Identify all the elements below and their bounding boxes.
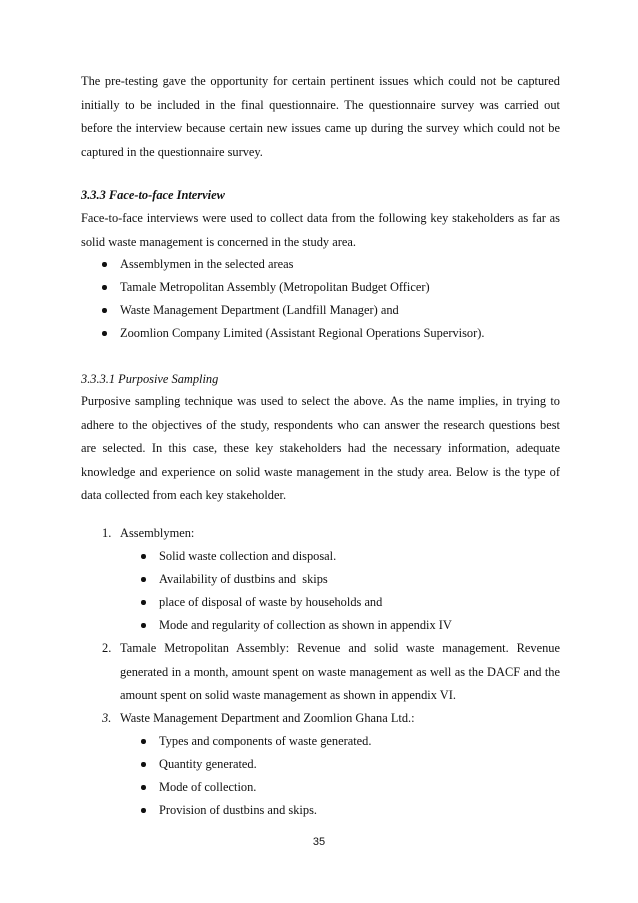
bullet-icon	[102, 308, 107, 313]
bullet-icon	[141, 785, 146, 790]
list-label-assemblymen: Assemblymen:	[120, 526, 195, 540]
list-number: 2.	[102, 641, 112, 655]
bullet-icon	[141, 762, 146, 767]
section-heading: 3.3.3 Face-to-face Interview	[81, 188, 225, 202]
bullet-icon	[102, 262, 107, 267]
document-page: The pre-testing gave the opportunity for certain pertinent issues which could not be captured initially to be included in the final questionnaire. The questionnaire survey was carried out before the interview because certain new issues came up during the survey which could not be captured in the questionnaire survey. 3.3.3 Face-to-face Interview Face-to-face interviews were used to collect data from the following key stakeholders as far as solid waste management is concerned in the study area. Assemblymen in the selected areas Tamale Metropolitan Assembly (Metropolitan Budget Officer) Waste Management Department (Landfill Manager) and Zoomlion Company Limited (Assistant Regional Operations Supervisor). 3.3.3.1 Purposive Sampling Purposive sampling technique was used to select the above. As the name implies, in trying to adhere to the objectives of the study, respondents who can answer the research questions best are selected. In this case, these key stakeholders had the necessary information, adequate knowledge and experience on solid waste management in the study area. Below is the type of data collected from each key stakeholder. 1. Assemblymen: Solid waste collection and disposal. Availability of dustbins and skips place of disposal of waste by households and Mode and regularity of collection as shown in appendix IV 2. Tamale Metropolitan Assembly: Revenue and solid waste management. Revenue generated in a month, amount spent on waste management as well as the DACF and the amount spent on solid waste management as shown in appendix VI. 3. Waste Management Department and Zoomlion Ghana Ltd.: Types and components of waste generated. Quantity generated. Mode of collection. Provision of dustbins and skips. 35	[0, 0, 638, 903]
bullet-icon	[102, 285, 107, 290]
page-number: 35	[312, 836, 326, 848]
paragraph-pretesting: The pre-testing gave the opportunity for certain pertinent issues which could not be captured initially to be included in the final questionnaire. The questionnaire survey was carried out before the interview because certain new issues came up during the survey which could not be captured in the questionnaire survey.	[81, 74, 560, 159]
bullet-icon	[141, 623, 146, 628]
bullet-icon	[141, 739, 146, 744]
paragraph-interview-intro: Face-to-face interviews were used to collect data from the following key stakeholders as far as solid waste management is concerned in the study area.	[81, 211, 560, 249]
paragraph-purposive-sampling: Purposive sampling technique was used to select the above. As the name implies, in trying to adhere to the objectives of the study, respondents who can answer the research questions best are selected. In this case, these key stakeholders had the necessary information, adequate knowledge and experience on solid waste management in the study area. Below is the type of data collected from each key stakeholder.	[81, 394, 560, 502]
bullet-icon	[141, 808, 146, 813]
bullet-icon	[102, 331, 107, 336]
bullet-icon	[141, 554, 146, 559]
list-text-tamale-assembly: Tamale Metropolitan Assembly: Revenue and solid waste management. Revenue generated in a month, amount spent on waste management as well as the DACF and the amount spent on solid waste management as shown in appendix VI.	[120, 641, 560, 702]
bullet-icon	[141, 600, 146, 605]
list-label-waste-management: Waste Management Department and Zoomlion Ghana Ltd.:	[120, 711, 415, 725]
subsection-heading: 3.3.3.1 Purposive Sampling	[81, 372, 219, 386]
list-number: 3.	[102, 711, 112, 725]
list-number: 1.	[102, 526, 112, 540]
bullet-icon	[141, 577, 146, 582]
